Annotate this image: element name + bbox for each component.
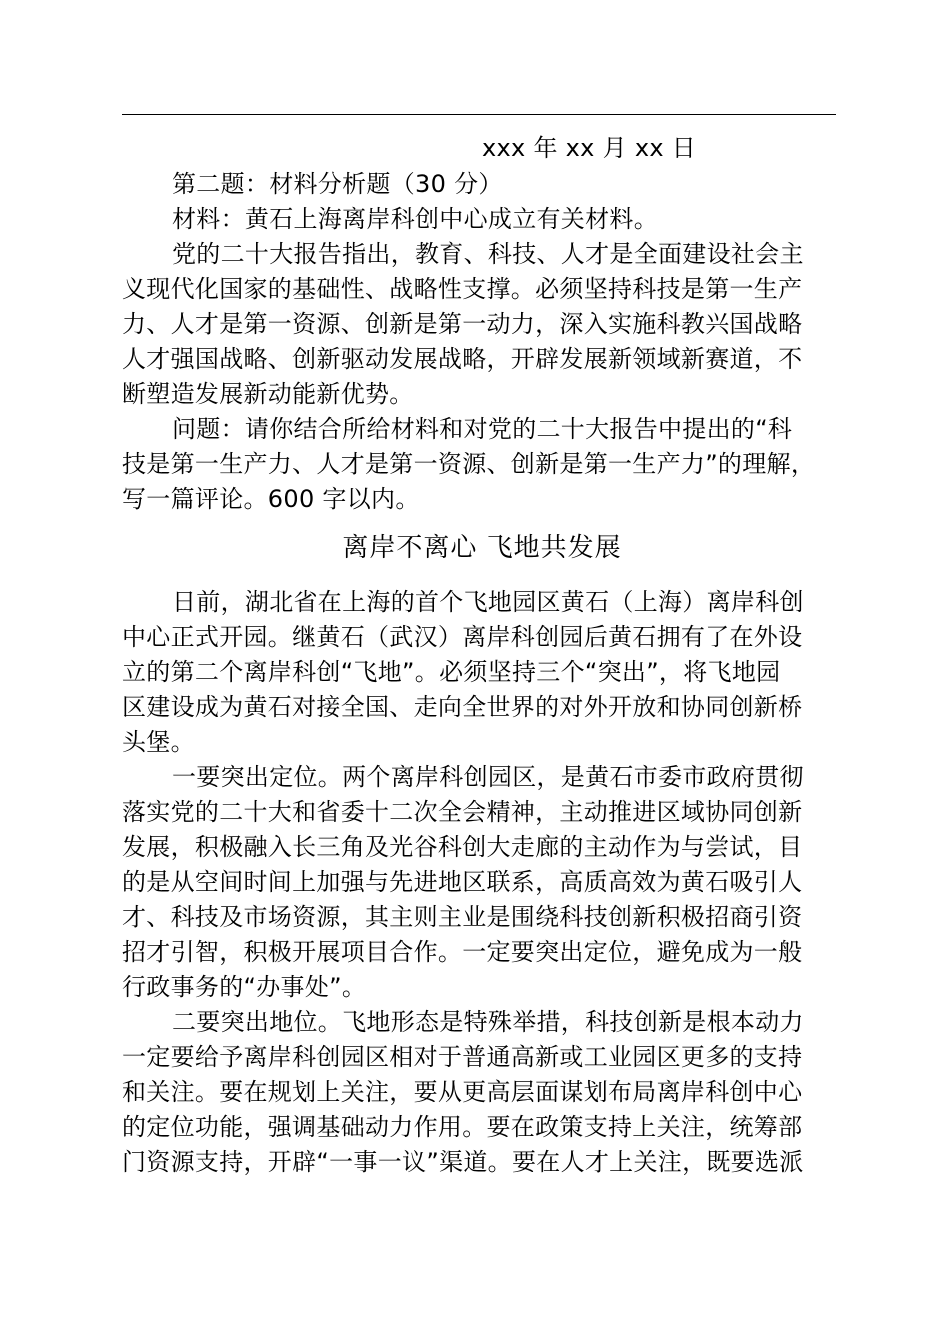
essay-line: 头堡。 [122, 728, 195, 756]
essay-line: 和关注。要在规划上关注，要从更高层面谋划布局离岸科创中心 [122, 1078, 803, 1106]
material-line: 义现代化国家的基础性、战略性支撑。必须坚持科技是第一生产 [122, 275, 803, 303]
header-rule [122, 114, 836, 115]
prompt-line: 技是第一生产力、人才是第一资源、创新是第一生产力”的理解， [122, 450, 816, 478]
essay-line: 行政事务的“办事处”。 [122, 973, 367, 1001]
essay-line: 一要突出定位。两个离岸科创园区，是黄石市委市政府贯彻 [172, 763, 804, 791]
material-line: 党的二十大报告指出，教育、科技、人才是全面建设社会主 [172, 240, 804, 268]
essay-line: 二要突出地位。飞地形态是特殊举措，科技创新是根本动力 [172, 1008, 804, 1036]
essay-line: 立的第二个离岸科创“飞地”。必须坚持三个“突出”，将飞地园 [122, 658, 781, 686]
material-line: 力、人才是第一资源、创新是第一动力，深入实施科教兴国战略 [122, 310, 803, 338]
essay-line: 的定位功能，强调基础动力作用。要在政策支持上关注，统筹部 [122, 1113, 803, 1141]
material-intro: 材料：黄石上海离岸科创中心成立有关材料。 [172, 205, 658, 233]
question-heading: 第二题：材料分析题（30 分） [172, 170, 503, 198]
essay-line: 日前，湖北省在上海的首个飞地园区黄石（上海）离岸科创 [172, 588, 804, 616]
essay-line: 门资源支持，开辟“一事一议”渠道。要在人才上关注，既要选派 [122, 1148, 804, 1176]
prompt-line: 问题：请你结合所给材料和对党的二十大报告中提出的“科 [172, 415, 793, 443]
essay-title: 离岸不离心 飞地共发展 [342, 533, 622, 563]
prompt-line: 写一篇评论。600 字以内。 [122, 485, 420, 513]
document-date: xxx 年 xx 月 xx 日 [482, 134, 697, 162]
essay-line: 一定要给予离岸科创园区相对于普通高新或工业园区更多的支持 [122, 1043, 803, 1071]
essay-line: 中心正式开园。继黄石（武汉）离岸科创园后黄石拥有了在外设 [122, 623, 803, 651]
essay-line: 区建设成为黄石对接全国、走向全世界的对外开放和协同创新桥 [122, 693, 803, 721]
essay-line: 招才引智，积极开展项目合作。一定要突出定位，避免成为一般 [122, 938, 803, 966]
material-line: 人才强国战略、创新驱动发展战略，开辟发展新领域新赛道，不 [122, 345, 803, 373]
essay-line: 发展，积极融入长三角及光谷科创大走廊的主动作为与尝试，目 [122, 833, 803, 861]
essay-line: 才、科技及市场资源，其主则主业是围绕科技创新积极招商引资 [122, 903, 803, 931]
essay-line: 落实党的二十大和省委十二次全会精神，主动推进区域协同创新 [122, 798, 803, 826]
essay-line: 的是从空间时间上加强与先进地区联系，高质高效为黄石吸引人 [122, 868, 803, 896]
material-line: 断塑造发展新动能新优势。 [122, 380, 414, 408]
